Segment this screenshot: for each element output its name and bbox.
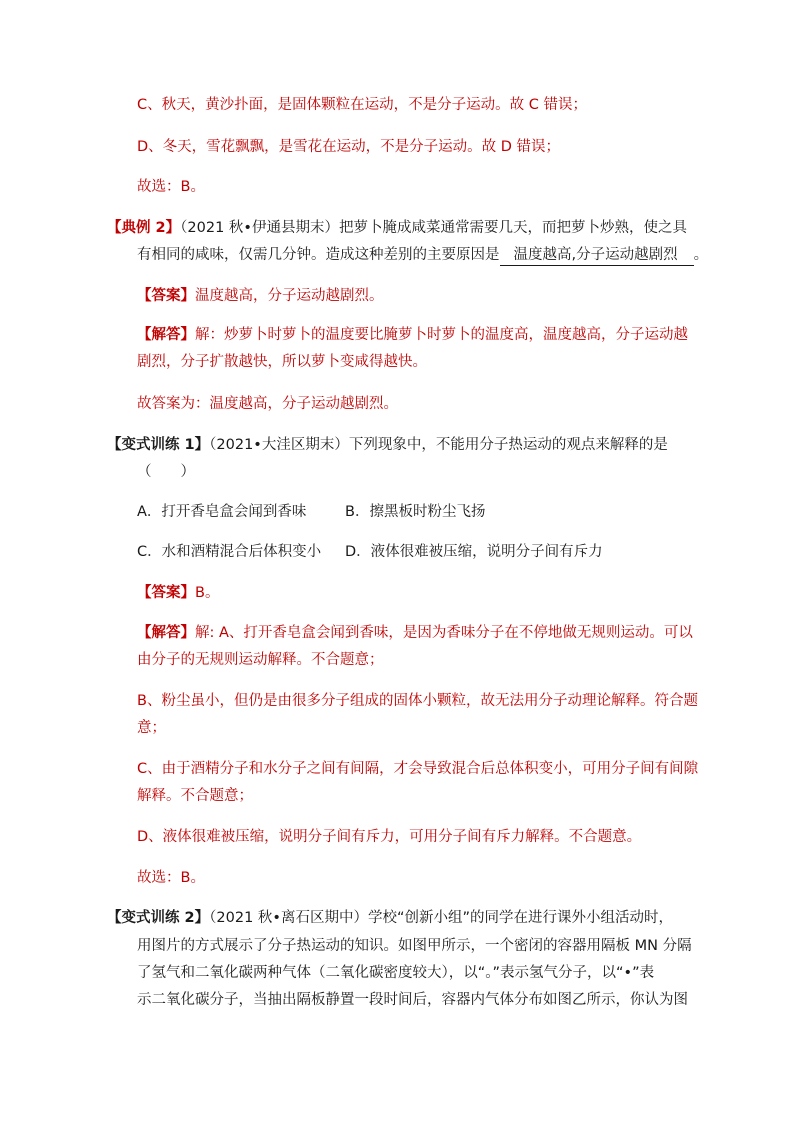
training1-c-line1: C、由于酒精分子和水分子之间有间隔，才会导致混合后总体积变小，可用分子间有间隙 [137,761,699,777]
training1-analysis-line1 [137,623,693,643]
answer-tag: 【答案】 [137,288,195,304]
option-d: D．液体很难被压缩，说明分子间有斥力 [345,544,603,560]
example2-tag: 【典例 2】 [107,220,181,236]
analysis-text-1: 解: A、打开香皂盒会闻到香味，是因为香味分子在不停地做无规则运动。可以 [195,625,693,641]
training1-tag: 【变式训练 1】 [107,437,210,453]
analysis-tag: 【解答】 [137,327,195,343]
training1-b-line1: B、粉尘虽小，但仍是由很多分子组成的固体小颗粒，故无法用分子动理论解释。符合题 [137,693,698,709]
example2-analysis-line2: 剧烈，分子扩散越快，所以萝卜变咸得越快。 [137,354,427,370]
example2-answer [137,286,384,306]
training1-d-line1: D、液体很难被压缩，说明分子间有斥力，可用分子间有斥力解释。不合题意。 [137,829,642,845]
training2-tag: 【变式训练 2】 [107,910,210,926]
option-c: C．水和酒精混合后体积变小 [137,544,322,560]
example2-stem-end: 。 [693,247,709,263]
training2-line3: 了氢气和二氧化碳两种气体（二氧化碳密度较大），以“。”表示氢气分子，以“•”表 [137,965,655,981]
training2-line2: 用图片的方式展示了分子热运动的知识。如图甲所示，一个密闭的容器用隔板 MN 分隔 [137,938,692,954]
training1-select: 故选：B。 [137,870,205,886]
fill-blank-answer: 温度越高,分子运动越剧烈 [500,245,694,266]
training2-stem-1: （2021 秋•离石区期中）学校“创新小组”的同学在进行课外小组活动时， [209,910,673,926]
option-a: A．打开香皂盒会闻到香味 [137,504,307,520]
training1-line2: （ ） [137,464,195,480]
answer-tag: 【答案】 [137,585,195,601]
training1-b-line2: 意； [137,720,166,736]
example2-stem-2: 有相同的咸味，仅需几分钟。造成这种差别的主要原因是 [137,247,500,263]
example2-line1 [107,218,687,238]
training1-c-line2: 解释。不合题意； [137,788,253,804]
example2-line2 [137,245,708,266]
training1-stem-1: （2021•大洼区期末）下列现象中，不能用分子热运动的观点来解释的是 [209,437,668,453]
training2-line1 [107,908,673,928]
training2-line4: 示二氧化碳分子，当抽出隔板静置一段时间后，容器内气体分布如图乙所示，你认为图 [137,992,688,1008]
training1-analysis-line2: 由分子的无规则运动解释。不合题意； [137,652,384,668]
analysis-text-1: 解：炒萝卜时萝卜的温度要比腌萝卜时萝卜的温度高，温度越高，分子运动越 [195,327,688,343]
training1-line1 [107,435,668,455]
analysis-tag: 【解答】 [137,625,195,641]
analysis-d-line: D、冬天，雪花飘飘，是雪花在运动，不是分子运动。故 D 错误； [137,139,561,155]
example2-stem-1: （2021 秋•伊通县期末）把萝卜腌成咸菜通常需要几天，而把萝卜炒熟，使之具 [180,220,687,236]
training1-answer [137,583,219,603]
answer-text: B。 [195,585,220,601]
answer-text: 温度越高，分子运动越剧烈。 [195,288,384,304]
option-b: B．擦黑板时粉尘飞扬 [345,504,486,520]
analysis-c-line: C、秋天，黄沙扑面，是固体颗粒在运动，不是分子运动。故 C 错误； [137,97,587,113]
select-line: 故选：B。 [137,179,205,195]
example2-final: 故答案为：温度越高，分子运动越剧烈。 [137,396,398,412]
example2-analysis-line1 [137,325,688,345]
